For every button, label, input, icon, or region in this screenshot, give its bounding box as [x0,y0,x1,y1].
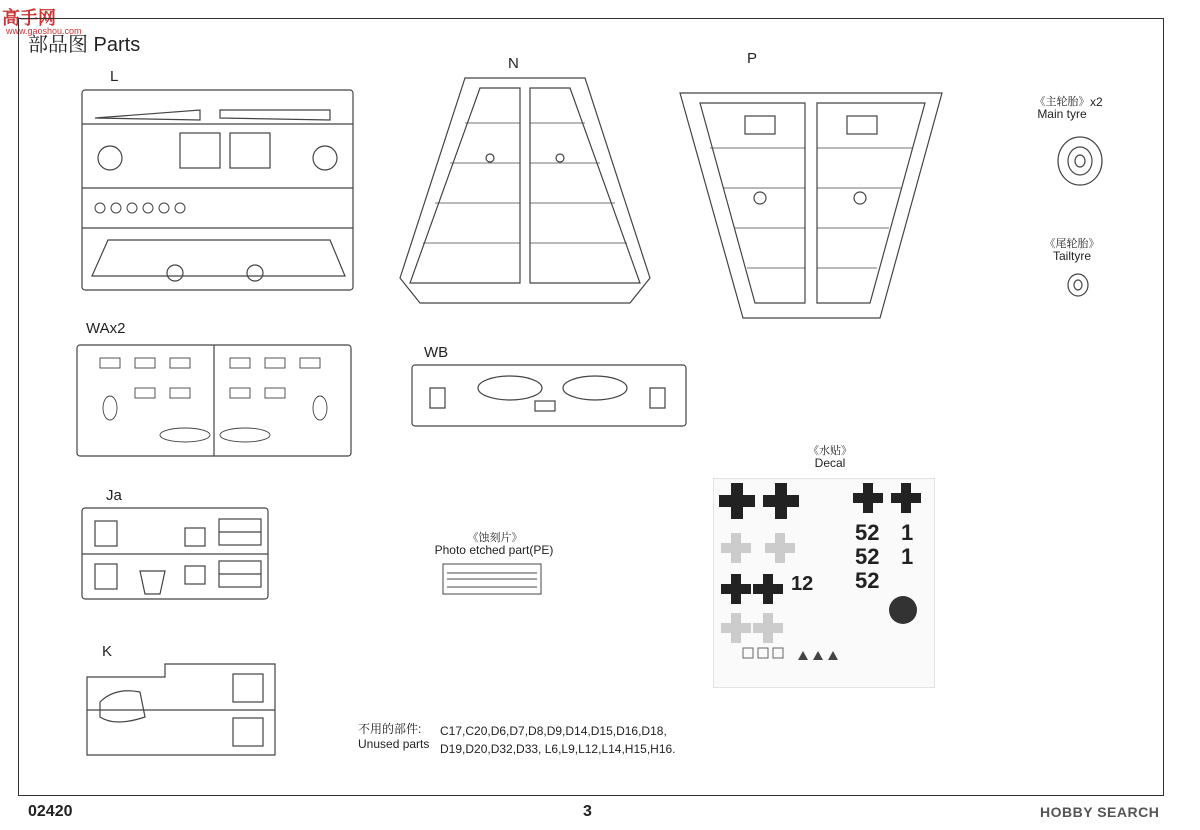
hobby-search-logo: HOBBY SEARCH [1040,804,1160,820]
decal-52-b: 52 [855,544,880,569]
watermark-logo: 高手网 [2,8,56,28]
sprue-wa-label: WAx2 [86,320,126,337]
decal-en: Decal [814,456,846,470]
main-tyre-qty: x2 [1090,95,1103,109]
sprue-k-label: K [102,643,113,660]
product-code: 02420 [28,803,73,820]
sprue-n-label: N [508,55,519,72]
tail-tyre-en: Tailtyre [1052,249,1091,263]
main-tyre-en: Main tyre [1037,107,1087,121]
pe-en: Photo etched part(PE) [434,543,554,557]
decal-52-c: 52 [855,568,880,593]
sprue-wa-drawing [75,343,353,458]
decal-1-b: 1 [901,544,914,569]
pe-cn: 《蚀刻片》 [467,532,523,544]
sprue-ja-parts [215,515,265,595]
main-tyre-cn: 《主轮胎》 [1034,96,1090,108]
main-tyre-drawing [1055,135,1105,192]
decal-cn: 《水贴》 [808,445,852,457]
sprue-wb-drawing [410,363,688,428]
sprue-ja-label: Ja [106,487,122,504]
tail-tyre-drawing [1066,272,1090,303]
watermark-url: www.gaoshou.com [6,26,82,36]
tail-tyre-cn: 《尾轮胎》 [1044,238,1100,250]
decal-52-a: 52 [855,520,880,545]
sprue-wb-label: WB [424,344,449,361]
sprue-n-drawing [395,73,655,308]
unused-parts-line1: C17,C20,D6,D7,D8,D9,D14,D15,D16,D18, [440,724,667,738]
unused-parts-line2: D19,D20,D32,D33, L6,L9,L12,L14,H15,H16. [440,742,676,756]
decal-12: 12 [791,573,814,595]
unused-label-en: Unused parts [358,737,430,751]
sprue-k-drawing [85,662,277,757]
unused-label-cn: 不用的部件: [358,722,422,736]
decal-1-a: 1 [901,520,914,545]
page-number: 3 [583,803,592,820]
page-title: 部品图 Parts [28,34,141,56]
unused-label [358,722,429,752]
sprue-l-drawing [80,88,355,293]
decal-crosses [713,478,935,688]
sprue-p-drawing [675,88,947,323]
sprue-p-label: P [747,50,758,67]
decal-sheet [713,478,935,688]
sprue-l-label: L [110,68,119,85]
unused-parts-list [440,722,676,758]
pe-drawing [442,563,542,600]
